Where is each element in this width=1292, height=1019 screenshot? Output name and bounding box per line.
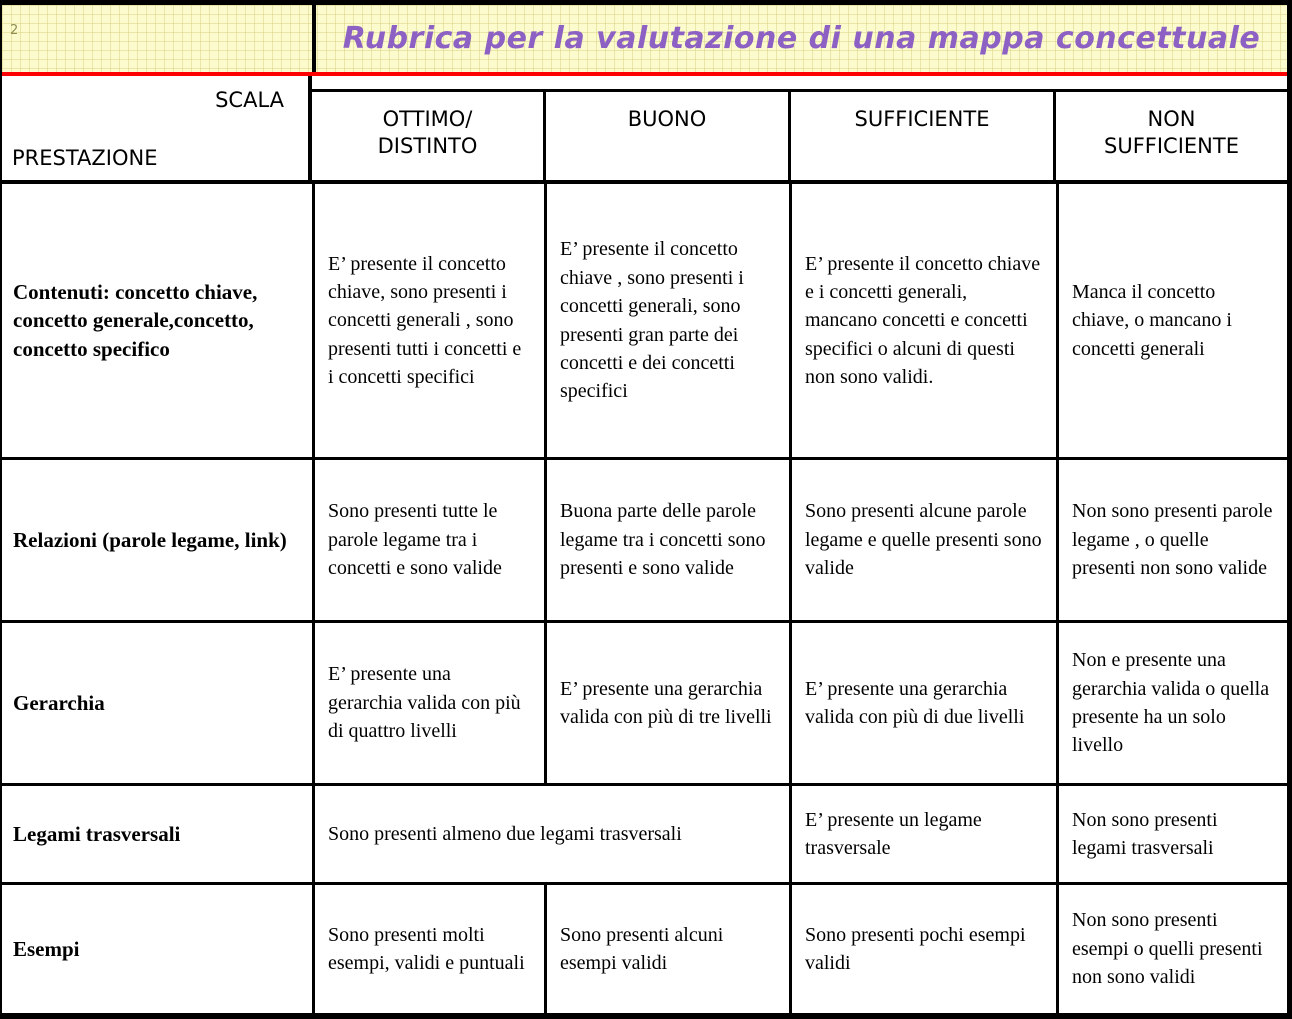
column-header-line: BUONO xyxy=(627,107,707,131)
cell-text: Sono presenti tutte le parole legame tra i concetti e sono valide xyxy=(328,500,502,580)
scala-prestazione-cell xyxy=(2,76,312,180)
scala-label: SCALA xyxy=(215,88,284,112)
cell-relazioni-sufficiente xyxy=(792,460,1056,620)
cell-text: E’ presente il concetto chiave, sono presenti i concetti generali , sono presenti tutti i concetti e i concetti specifici xyxy=(328,252,522,389)
cell-text: E’ presente un legame trasversale xyxy=(805,808,982,859)
cell-esempi-buono xyxy=(547,885,789,1013)
column-header-non-sufficiente xyxy=(1053,92,1287,180)
cell-contenuti-ottimo xyxy=(315,184,544,457)
column-header-line: NON xyxy=(1147,107,1196,131)
cell-text: Non sono presenti parole legame , o quelle presenti non sono valide xyxy=(1072,500,1273,580)
scale-columns xyxy=(312,89,1287,180)
cell-gerarchia-ottimo xyxy=(315,623,544,783)
column-header-ottimo-distinto xyxy=(312,92,543,180)
cell-contenuti-sufficiente xyxy=(792,184,1056,457)
row-label-gerarchia xyxy=(2,623,312,783)
cell-text: E’ presente una gerarchia valida con più di due livelli xyxy=(805,677,1025,728)
row-label-relazioni xyxy=(2,460,312,620)
rubric-table-body xyxy=(2,180,1287,1013)
cell-text: Non sono presenti legami trasversali xyxy=(1072,808,1218,859)
cell-text: Sono presenti molti esempi, validi e puntuali xyxy=(328,923,525,974)
column-header-buono xyxy=(543,92,788,180)
cell-esempi-ottimo xyxy=(315,885,544,1013)
cell-esempi-sufficiente xyxy=(792,885,1056,1013)
row-label-legami-trasversali xyxy=(2,786,312,882)
column-header-sufficiente xyxy=(788,92,1053,180)
row-label-text: Legami trasversali xyxy=(13,821,181,846)
page-title: Rubrica per la valutazione di una mappa concettuale xyxy=(342,21,1261,56)
corner-mark: 2 xyxy=(10,23,19,38)
row-label-esempi xyxy=(2,885,312,1013)
column-header-line: SUFFICIENTE xyxy=(1104,134,1239,159)
cell-contenuti-non-sufficiente xyxy=(1059,184,1287,457)
cell-relazioni-ottimo xyxy=(315,460,544,620)
prestazione-label: PRESTAZIONE xyxy=(12,146,158,170)
cell-text: E’ presente il concetto chiave , sono presenti i concetti generali, sono presenti gran parte dei concetti e dei concetti specifici xyxy=(560,238,744,403)
row-label-contenuti xyxy=(2,184,312,457)
column-header-line: SUFFICIENTE xyxy=(854,107,990,131)
table-header-row xyxy=(2,76,1287,180)
cell-relazioni-non-sufficiente xyxy=(1059,460,1287,620)
cell-contenuti-buono xyxy=(547,184,789,457)
cell-gerarchia-buono xyxy=(547,623,789,783)
cell-text: E’ presente una gerarchia valida con più di quattro livelli xyxy=(328,663,521,743)
cell-text: Manca il concetto chiave, o mancano i concetti generali xyxy=(1072,280,1232,360)
cell-esempi-non-sufficiente xyxy=(1059,885,1287,1013)
cell-text: E’ presente una gerarchia valida con più di tre livelli xyxy=(560,677,772,728)
cell-text: Non sono presenti esempi o quelli presenti non sono validi xyxy=(1072,909,1263,989)
cell-text: Sono presenti almeno due legami trasversali xyxy=(328,822,682,845)
cell-legami-sufficiente xyxy=(792,786,1056,882)
row-label-text: Relazioni (parole legame, link) xyxy=(13,527,287,552)
cell-text: E’ presente il concetto chiave e i concetti generali, mancano concetti e concetti specifici o alcuni di questi non sono validi. xyxy=(805,252,1041,389)
row-label-text: Esempi xyxy=(13,936,80,961)
row-label-text: Contenuti: concetto chiave, concetto generale,concetto, concetto specifico xyxy=(13,279,258,361)
cell-text: Buona parte delle parole legame tra i concetti sono presenti e sono valide xyxy=(560,500,766,580)
cell-legami-non-sufficiente xyxy=(1059,786,1287,882)
cell-legami-ottimo-buono-merged xyxy=(315,786,789,882)
cell-gerarchia-sufficiente xyxy=(792,623,1056,783)
row-label-text: Gerarchia xyxy=(13,690,105,715)
cell-text: Sono presenti alcuni esempi validi xyxy=(560,923,724,974)
cell-text: Non e presente una gerarchia valida o quella presente ha un solo livello xyxy=(1072,649,1270,757)
cell-gerarchia-non-sufficiente xyxy=(1059,623,1287,783)
column-header-line: DISTINTO xyxy=(377,134,478,159)
cell-text: Sono presenti pochi esempi validi xyxy=(805,923,1026,974)
cell-relazioni-buono xyxy=(547,460,789,620)
cell-text: Sono presenti alcune parole legame e quelle presenti sono valide xyxy=(805,500,1042,580)
column-header-line: OTTIMO/ xyxy=(382,107,473,131)
title-band xyxy=(2,5,1287,72)
